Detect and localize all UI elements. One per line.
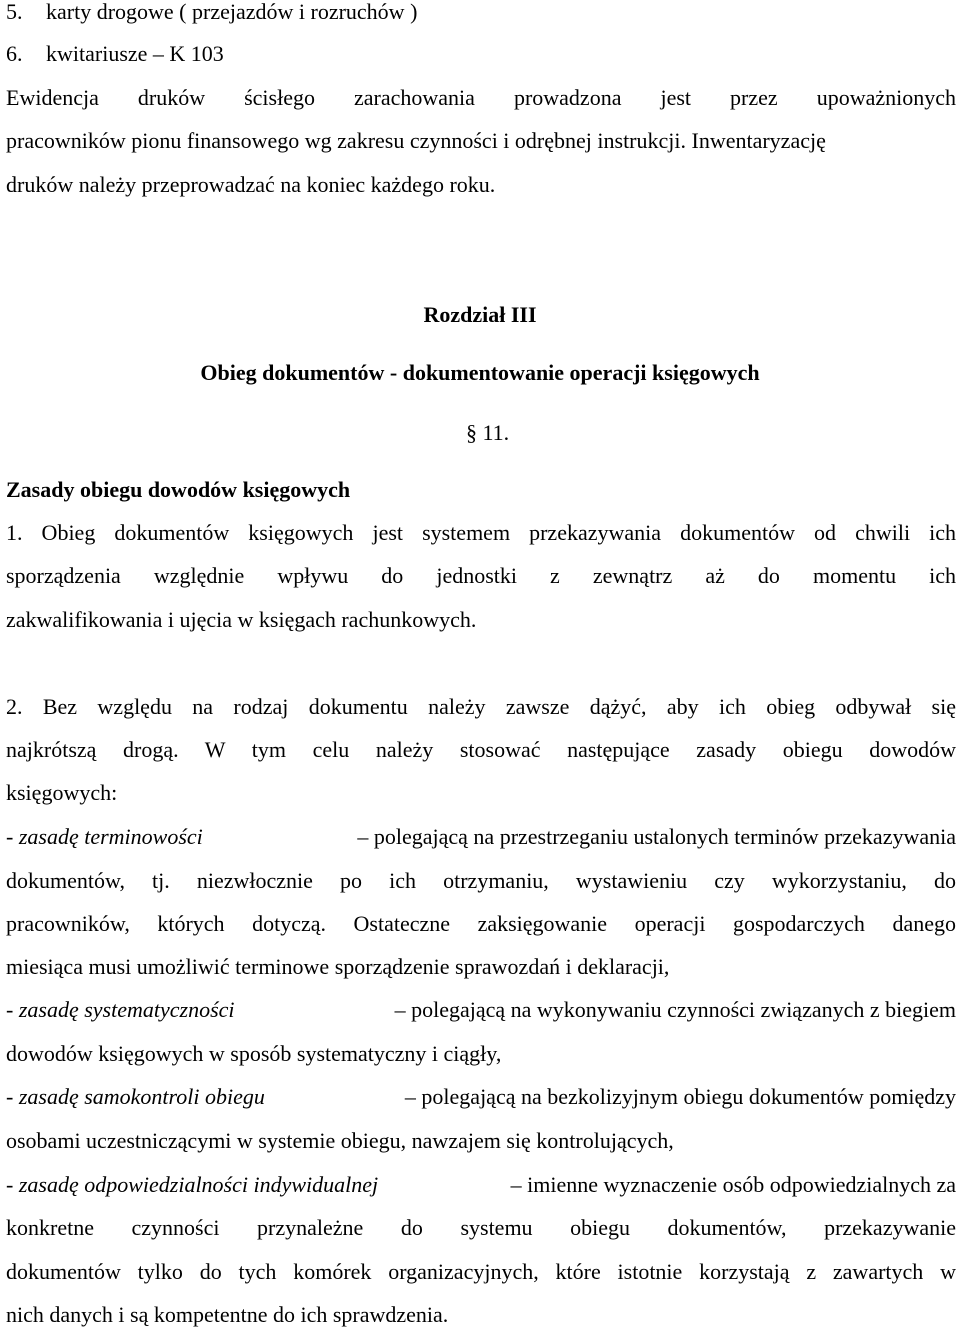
rule3-term: zasadę samokontroli obiegu: [18, 1084, 265, 1109]
rule2-term: zasadę systematyczności: [18, 997, 235, 1022]
rule4-line-3: dokumentów tylko do tych komórek organizacyjnych, które istotnie korzystają z zawartych w: [6, 1259, 956, 1284]
rule2-line-1: [6, 996, 956, 1024]
list-text: karty drogowe ( przejazdów i rozruchów ): [46, 0, 418, 24]
rule4-line-2: konkretne czynności przynależne do systemu obiegu dokumentów, przekazywanie: [6, 1215, 956, 1240]
evidence-line-1: Ewidencja druków ścisłego zarachowania prowadzona jest przez upoważnionych: [6, 85, 956, 110]
p2-line-3: księgowych:: [6, 780, 118, 805]
evidence-line-3: druków należy przeprowadzać na koniec każdego roku.: [6, 172, 496, 197]
list-text: kwitariusze – K 103: [46, 41, 224, 66]
rule2-rest: – polegającą na wykonywaniu czynności związanych z biegiem: [394, 997, 956, 1022]
rule1-line-2: dokumentów, tj. niezwłocznie po ich otrzymaniu, wystawieniu czy wykorzystaniu, do: [6, 868, 956, 893]
p1-line-1: 1. Obieg dokumentów księgowych jest systemem przekazywania dokumentów od chwili ich: [6, 520, 956, 545]
rule4-line-4: nich danych i są kompetentne do ich sprawdzenia.: [6, 1302, 449, 1327]
rule2-lead: - zasadę systematyczności: [6, 997, 235, 1022]
p1-line-3: zakwalifikowania i ujęcia w księgach rachunkowych.: [6, 607, 477, 632]
chapter-title: Rozdział III: [423, 302, 537, 327]
list-number: 6.: [6, 41, 23, 66]
section-number: § 11.: [466, 420, 510, 445]
section-heading: Zasady obiegu dowodów księgowych: [6, 477, 351, 502]
rule3-rest: – polegającą na bezkolizyjnym obiegu dokumentów pomiędzy: [404, 1084, 956, 1109]
rule3-line-2: osobami uczestniczącymi w systemie obiegu, nawzajem się kontrolujących,: [6, 1128, 674, 1153]
rule1-rest: – polegającą na przestrzeganiu ustalonych terminów przekazywania: [357, 824, 956, 849]
rule4-rest: – imienne wyznaczenie osób odpowiedzialnych za: [510, 1172, 956, 1197]
rule3-line-1: [6, 1083, 956, 1111]
p2-line-2: najkrótszą drogą. W tym celu należy stosować następujące zasady obiegu dowodów: [6, 737, 956, 762]
rule1-line-1: [6, 823, 956, 851]
list-item-5: [6, 0, 956, 26]
rule1-term: zasadę terminowości: [18, 824, 203, 849]
rule1-line-4: miesiąca musi umożliwić terminowe sporządzenie sprawozdań i deklaracji,: [6, 954, 670, 979]
rule4-line-1: [6, 1171, 956, 1199]
rule1-line-3: pracowników, których dotyczą. Ostateczne zaksięgowanie operacji gospodarczych danego: [6, 911, 956, 936]
rule3-lead: - zasadę samokontroli obiegu: [6, 1084, 265, 1109]
rule4-term: zasadę odpowiedzialności indywidualnej: [18, 1172, 379, 1197]
chapter-subtitle: Obieg dokumentów - dokumentowanie operacji księgowych: [200, 360, 760, 385]
list-item-6: [6, 40, 956, 68]
list-number: 5.: [6, 0, 23, 24]
rule1-lead: - zasadę terminowości: [6, 824, 203, 849]
p1-line-2: sporządzenia względnie wpływu do jednostki z zewnątrz aż do momentu ich: [6, 563, 956, 588]
p2-line-1: 2. Bez względu na rodzaj dokumentu należy zawsze dążyć, aby ich obieg odbywał się: [6, 694, 956, 719]
evidence-line-2: pracowników pionu finansowego wg zakresu czynności i odrębnej instrukcji. Inwentaryzację: [6, 128, 826, 153]
rule4-lead: - zasadę odpowiedzialności indywidualnej: [6, 1172, 379, 1197]
rule2-line-2: dowodów księgowych w sposób systematyczny i ciągły,: [6, 1041, 502, 1066]
